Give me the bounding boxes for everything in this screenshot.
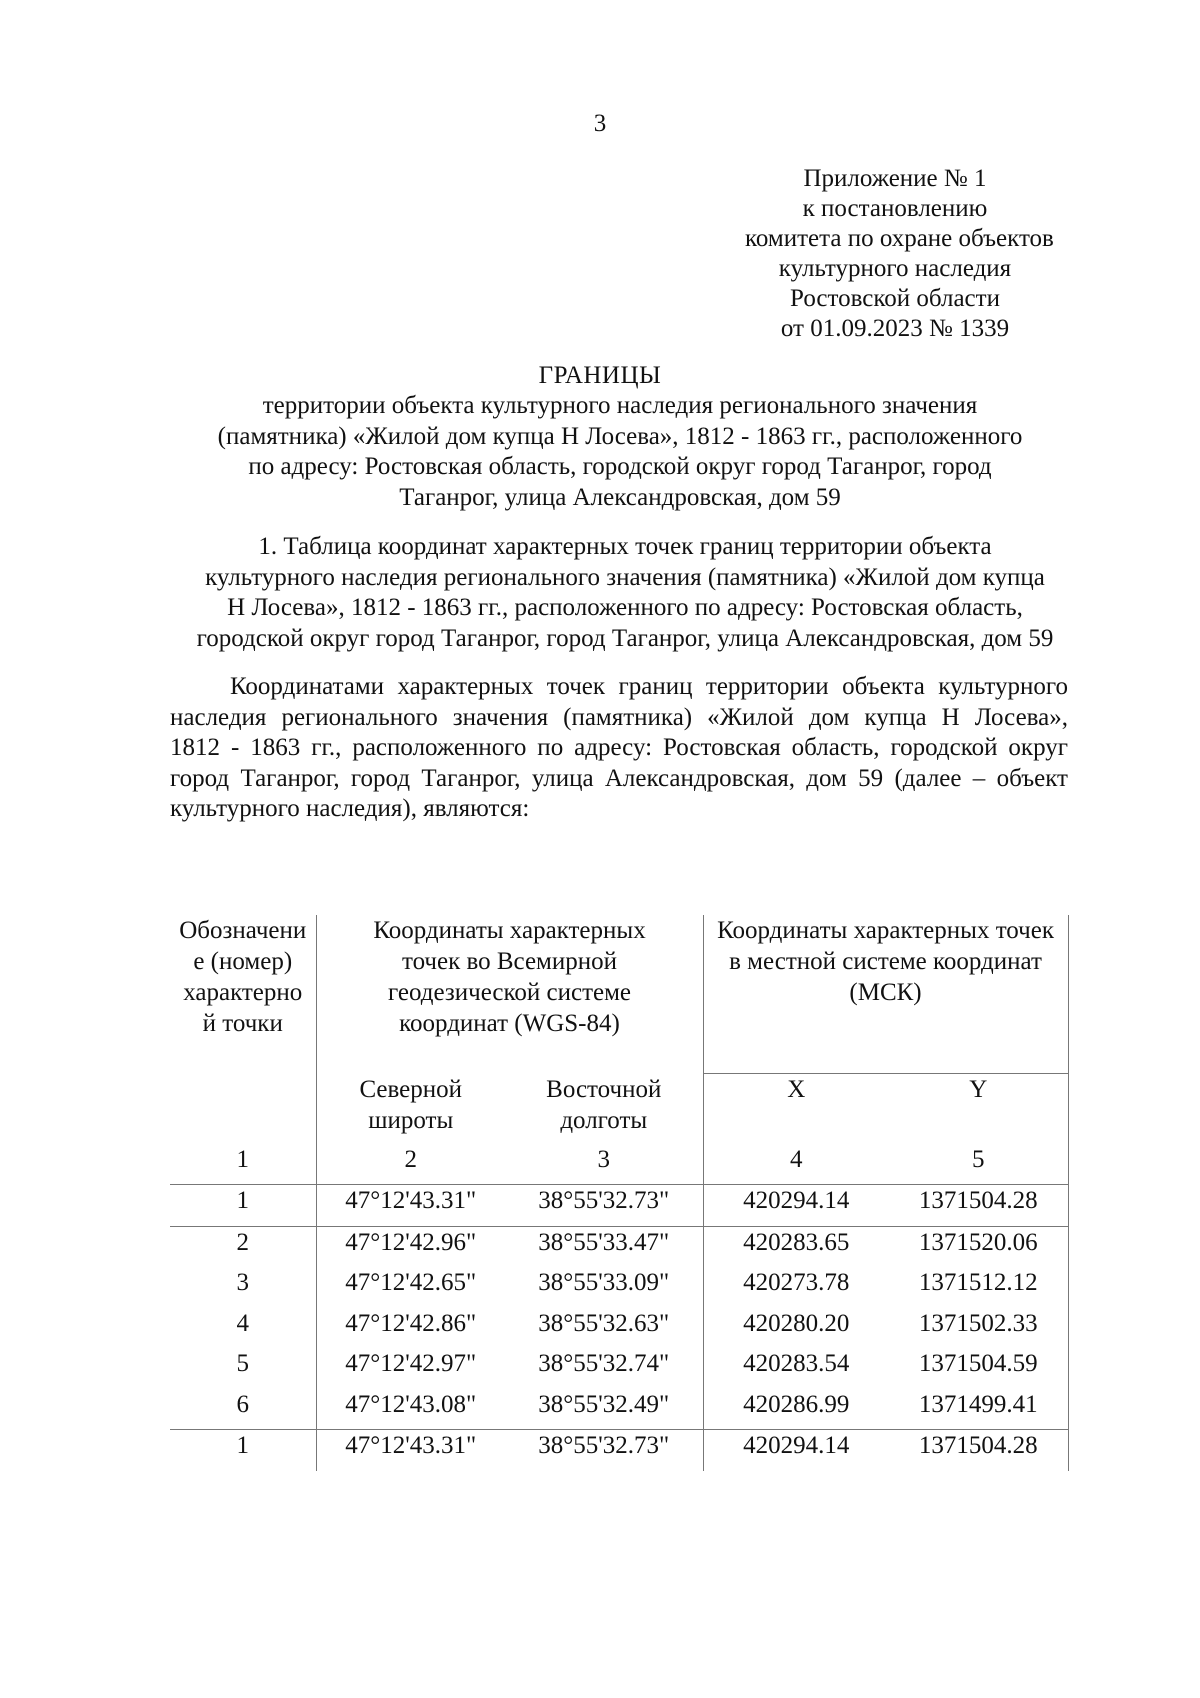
- subtitle-line: по адресу: Ростовская область, городской округ город Таганрог, город: [248, 453, 992, 480]
- north-latitude: 47°12'43.31": [316, 1185, 505, 1227]
- section-line: городской округ город Таганрог, город Таганрог, улица Александровская, дом 59: [196, 624, 1054, 652]
- paragraph-line: Координатами характерных точек границ территории объекта культурного: [230, 673, 1068, 700]
- document-heading: ГРАНИЦЫ: [538, 362, 662, 389]
- paragraph-line: 1812 - 1863 гг., расположенного по адресу: Ростовская область, городской округ: [170, 734, 1068, 761]
- section-line: культурного наследия регионального значения (памятника) «Жилой дом купца: [205, 563, 1045, 591]
- column-number-row: [170, 1144, 1068, 1185]
- section-line: 1. Таблица координат характерных точек границ территории объекта: [258, 533, 992, 560]
- east-longitude: 38°55'32.49": [505, 1389, 703, 1430]
- column-number: 1: [170, 1144, 316, 1185]
- east-longitude: 38°55'32.73": [505, 1185, 703, 1227]
- subheader-x: X: [787, 1076, 806, 1103]
- appendix-line: к постановлению: [802, 195, 988, 222]
- msk-y: 1371504.59: [889, 1348, 1068, 1389]
- subtitle-line: (памятника) «Жилой дом купца Н Лосева», 1812 - 1863 гг., расположенного: [217, 422, 1023, 450]
- msk-y: 1371502.33: [889, 1308, 1068, 1349]
- appendix-line: Ростовской области: [790, 285, 1000, 312]
- msk-x: 420280.20: [743, 1309, 850, 1337]
- msk-y: 1371499.41: [889, 1389, 1068, 1430]
- section-title: [165, 532, 1085, 654]
- point-number: 1: [170, 1185, 316, 1227]
- point-number: 1: [170, 1430, 316, 1471]
- paragraph-line: наследия регионального значения (памятника) «Жилой дом купца Н Лосева»,: [170, 703, 1068, 731]
- header-msk: Координаты характерных точек в местной системе координат (МСК): [703, 915, 1068, 1074]
- appendix-block: [745, 164, 1054, 344]
- table-row: [170, 1389, 1068, 1430]
- header-point-designation: Обозначени е (номер) характерно й точки: [170, 915, 316, 1074]
- column-number: 3: [505, 1144, 703, 1185]
- paragraph-line: город Таганрог, город Таганрог, улица Александровская, дом 59 (далее – объект: [170, 764, 1068, 792]
- east-longitude: 38°55'33.47": [505, 1226, 703, 1267]
- msk-x: 420294.14: [703, 1430, 889, 1471]
- table-subheader-row: [170, 1074, 1068, 1145]
- east-longitude: 38°55'32.73": [505, 1430, 703, 1471]
- north-latitude: 47°12'42.96": [316, 1226, 505, 1267]
- body-paragraph: [170, 672, 1068, 825]
- msk-x: 420286.99: [743, 1390, 850, 1418]
- subheader-y: Y: [889, 1074, 1068, 1145]
- point-number: 6: [170, 1389, 316, 1430]
- document-subtitle: [170, 391, 1070, 513]
- table-row: [170, 1185, 1068, 1227]
- east-longitude: 38°55'32.63": [505, 1308, 703, 1349]
- appendix-line: от 01.09.2023 № 1339: [780, 315, 1010, 342]
- appendix-line: культурного наследия: [778, 255, 1012, 282]
- appendix-line: Приложение № 1: [803, 165, 987, 192]
- table-row: [170, 1430, 1068, 1471]
- column-number: 5: [889, 1144, 1068, 1185]
- north-latitude: 47°12'42.86": [345, 1309, 477, 1337]
- subheader-north-latitude: Северной широты: [359, 1075, 463, 1134]
- msk-y: 1371512.12: [889, 1267, 1068, 1308]
- north-latitude: 47°12'43.31": [316, 1430, 505, 1471]
- column-number: 2: [404, 1146, 417, 1173]
- north-latitude: 47°12'42.97": [345, 1350, 477, 1377]
- msk-x: 420283.65: [703, 1226, 889, 1267]
- msk-y: 1371504.28: [889, 1430, 1068, 1471]
- msk-y: 1371504.28: [889, 1185, 1068, 1227]
- table-header-row: [170, 915, 1068, 1074]
- table-row: [170, 1348, 1068, 1389]
- east-longitude: 38°55'33.09": [505, 1267, 703, 1308]
- column-number: 4: [790, 1146, 803, 1173]
- paragraph-line: культурного наследия), являются:: [170, 795, 530, 822]
- msk-x: 420273.78: [743, 1269, 850, 1296]
- table-row: [170, 1267, 1068, 1308]
- section-line: Н Лосева», 1812 - 1863 гг., расположенного по адресу: Ростовская область,: [227, 594, 1023, 621]
- east-longitude: 38°55'32.74": [505, 1348, 703, 1389]
- subtitle-line: территории объекта культурного наследия регионального значения: [262, 392, 978, 419]
- msk-y: 1371520.06: [889, 1226, 1068, 1267]
- point-number: 3: [170, 1267, 316, 1308]
- north-latitude: 47°12'42.65": [345, 1269, 477, 1296]
- msk-x: 420294.14: [703, 1185, 889, 1227]
- header-wgs84: Координаты характерных точек во Всемирной геодезической системе координат (WGS-84): [316, 915, 703, 1074]
- subheader-east-longitude: Восточной долготы: [505, 1074, 703, 1145]
- north-latitude: 47°12'43.08": [345, 1390, 477, 1418]
- table-row: [170, 1308, 1068, 1349]
- point-number: 4: [170, 1308, 316, 1349]
- point-number: 2: [170, 1226, 316, 1267]
- page-number: 3: [593, 110, 607, 137]
- table-row: [170, 1226, 1068, 1267]
- point-number: 5: [170, 1348, 316, 1389]
- msk-x: 420283.54: [743, 1350, 850, 1377]
- subtitle-line: Таганрог, улица Александровская, дом 59: [399, 483, 841, 511]
- appendix-line: комитета по охране объектов: [745, 225, 1054, 252]
- coordinates-table: [170, 915, 1069, 1471]
